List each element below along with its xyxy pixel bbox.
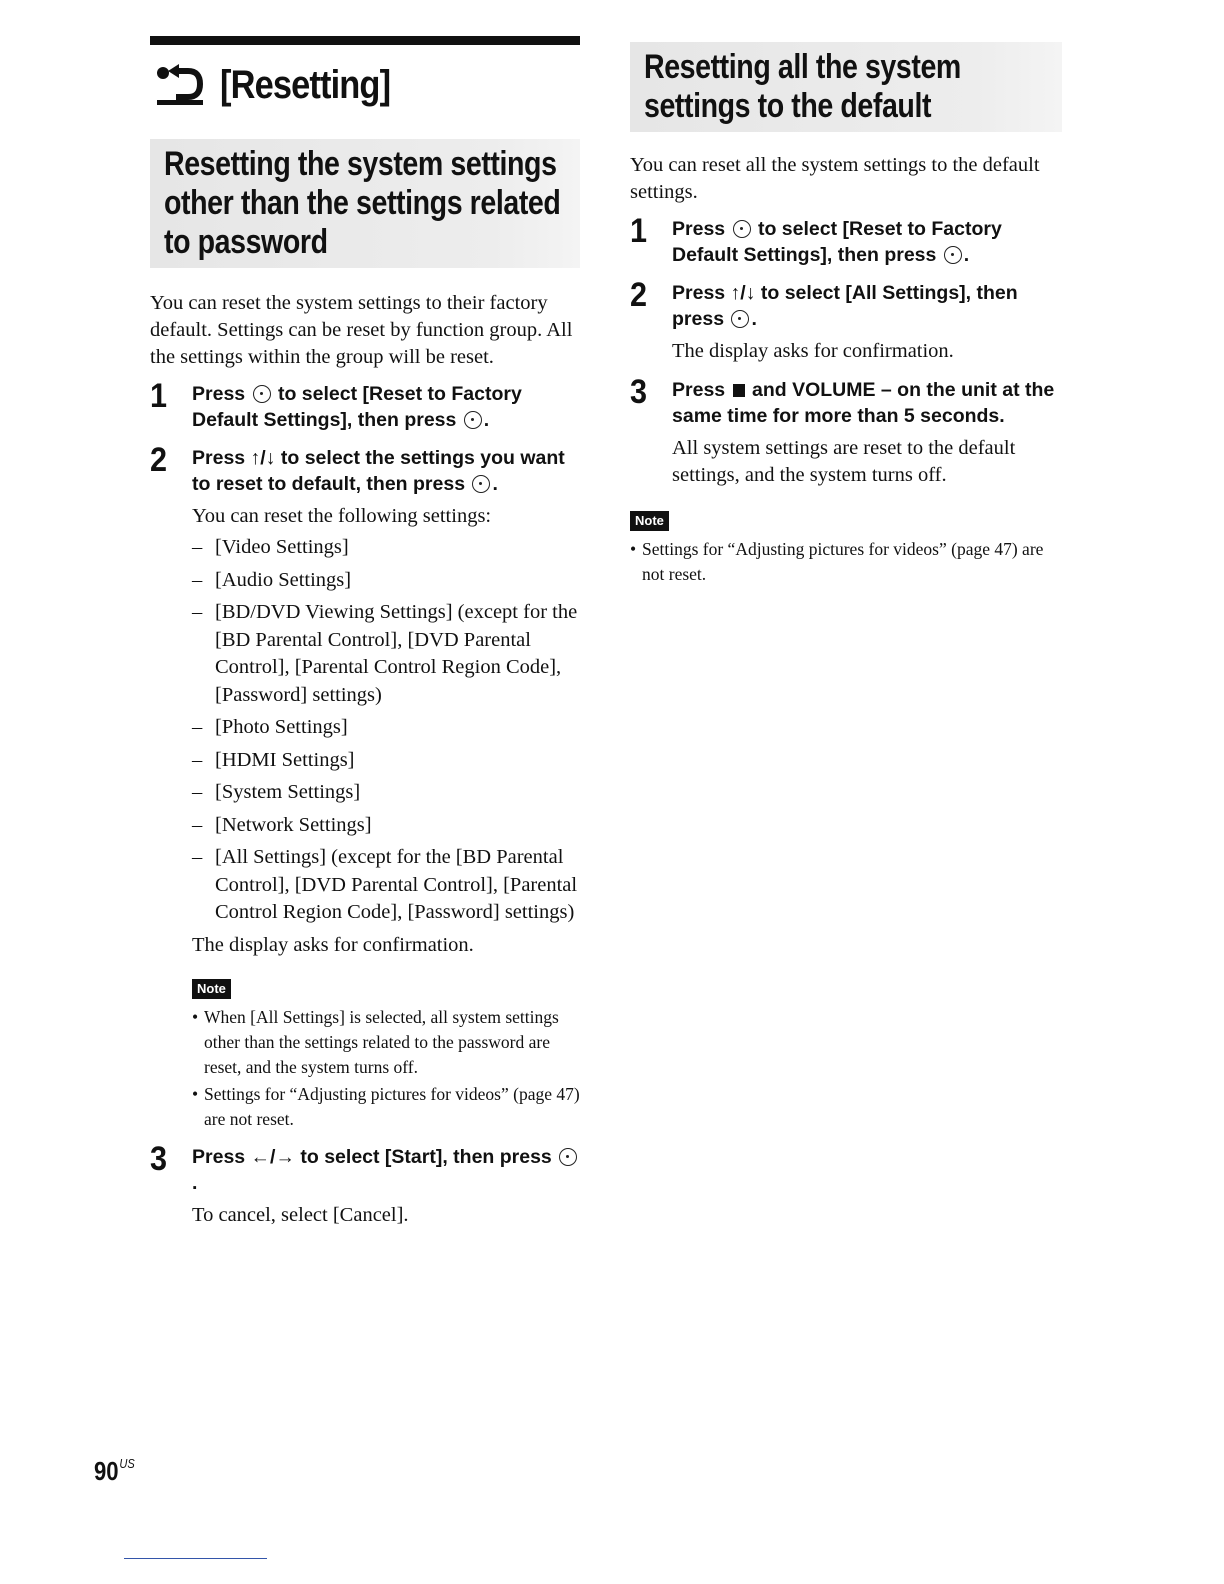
- list-item: – [BD/DVD Viewing Settings] (except for the [BD Parental Control], [DVD Parental Control], [Parental Control Region Code], [Password] settings): [192, 601, 578, 706]
- list-item: – [Video Settings]: [192, 536, 349, 558]
- note-badge: Note: [630, 511, 669, 531]
- enter-button-icon: [733, 220, 751, 238]
- note-list: [630, 537, 1062, 587]
- step-description: To cancel, select [Cancel].: [192, 1203, 409, 1226]
- step-2: [630, 276, 1062, 365]
- note-item: • When [All Settings] is selected, all system settings other than the settings related to the password are reset, and the system turns off.: [192, 1006, 559, 1077]
- step-number: 1: [630, 212, 648, 250]
- list-item: – [All Settings] (except for the [BD Parental Control], [DVD Parental Control], [Parental Control Region Code], [Password] settings): [192, 846, 578, 923]
- section-heading: Resetting all the system settings to the default: [644, 48, 961, 125]
- reset-icon: [154, 64, 208, 106]
- step-description: You can reset the following settings:: [192, 505, 492, 527]
- step-instruction: Press to select [Reset to Factory Default Settings], then press .: [192, 383, 522, 431]
- step-instruction: Press and VOLUME – on the unit at the same time for more than 5 seconds.: [672, 379, 1055, 427]
- note-block: [630, 511, 1062, 587]
- enter-button-icon: [472, 475, 490, 493]
- page-title: [150, 59, 580, 111]
- intro-paragraph: You can reset all the system settings to the default settings.: [630, 154, 1040, 203]
- intro-paragraph: You can reset the system settings to their factory default. Settings can be reset by function group. All the settings within the group will be reset.: [150, 292, 573, 368]
- step-instruction: Press ↑/↓ to select [All Settings], then press .: [672, 282, 1018, 330]
- list-item: – [Photo Settings]: [192, 716, 348, 738]
- note-list: [192, 1005, 580, 1132]
- list-item: – [HDMI Settings]: [192, 748, 355, 771]
- step-description: All system settings are reset to the default settings, and the system turns off.: [672, 437, 1016, 486]
- stop-button-icon: [733, 384, 745, 397]
- enter-button-icon: [253, 385, 271, 403]
- enter-button-icon: [559, 1148, 577, 1166]
- note-block: [192, 979, 580, 1132]
- note-badge: Note: [192, 979, 231, 999]
- list-item: – [Audio Settings]: [192, 568, 352, 591]
- footer-rule: [124, 1558, 267, 1559]
- step-number: 1: [150, 377, 168, 415]
- section-heading-box: [630, 42, 1062, 132]
- step-1: [150, 377, 580, 433]
- list-item: – [Network Settings]: [192, 813, 372, 836]
- settings-list: [192, 534, 580, 927]
- note-item: • Settings for “Adjusting pictures for videos” (page 47) are not reset.: [192, 1083, 580, 1129]
- section-heading: Resetting the system settings other than the settings related to password: [164, 145, 561, 261]
- right-column: [630, 42, 1062, 589]
- step-2: [150, 441, 580, 1134]
- step-1: [630, 212, 1062, 268]
- note-item: • Settings for “Adjusting pictures for videos” (page 47) are not reset.: [630, 539, 1044, 584]
- list-item: – [System Settings]: [192, 781, 361, 803]
- region-suffix: US: [119, 1456, 135, 1471]
- step-3: [150, 1139, 580, 1229]
- top-rule: [150, 36, 580, 45]
- step-number: 3: [630, 373, 648, 411]
- step-instruction: Press to select [Reset to Factory Default Settings], then press .: [672, 218, 1002, 266]
- page-number: $90^{US}$: [94, 1456, 135, 1486]
- enter-button-icon: [464, 411, 482, 429]
- step-number: 2: [630, 276, 648, 314]
- section-heading-box: [150, 139, 580, 268]
- left-column: [150, 36, 580, 1229]
- page-title-text: [Resetting]: [220, 62, 391, 107]
- step-number: 2: [150, 441, 168, 479]
- step-number: 3: [150, 1139, 168, 1178]
- step-description: The display asks for confirmation.: [672, 340, 954, 362]
- enter-button-icon: [944, 246, 962, 264]
- enter-button-icon: [731, 310, 749, 328]
- confirmation-text: The display asks for confirmation.: [192, 933, 474, 956]
- step-instruction: Press ↑/↓ to select the settings you want to reset to default, then press .: [192, 447, 565, 495]
- step-instruction: Press ←/→ to select [Start], then press .: [192, 1144, 580, 1196]
- step-3: [630, 373, 1062, 489]
